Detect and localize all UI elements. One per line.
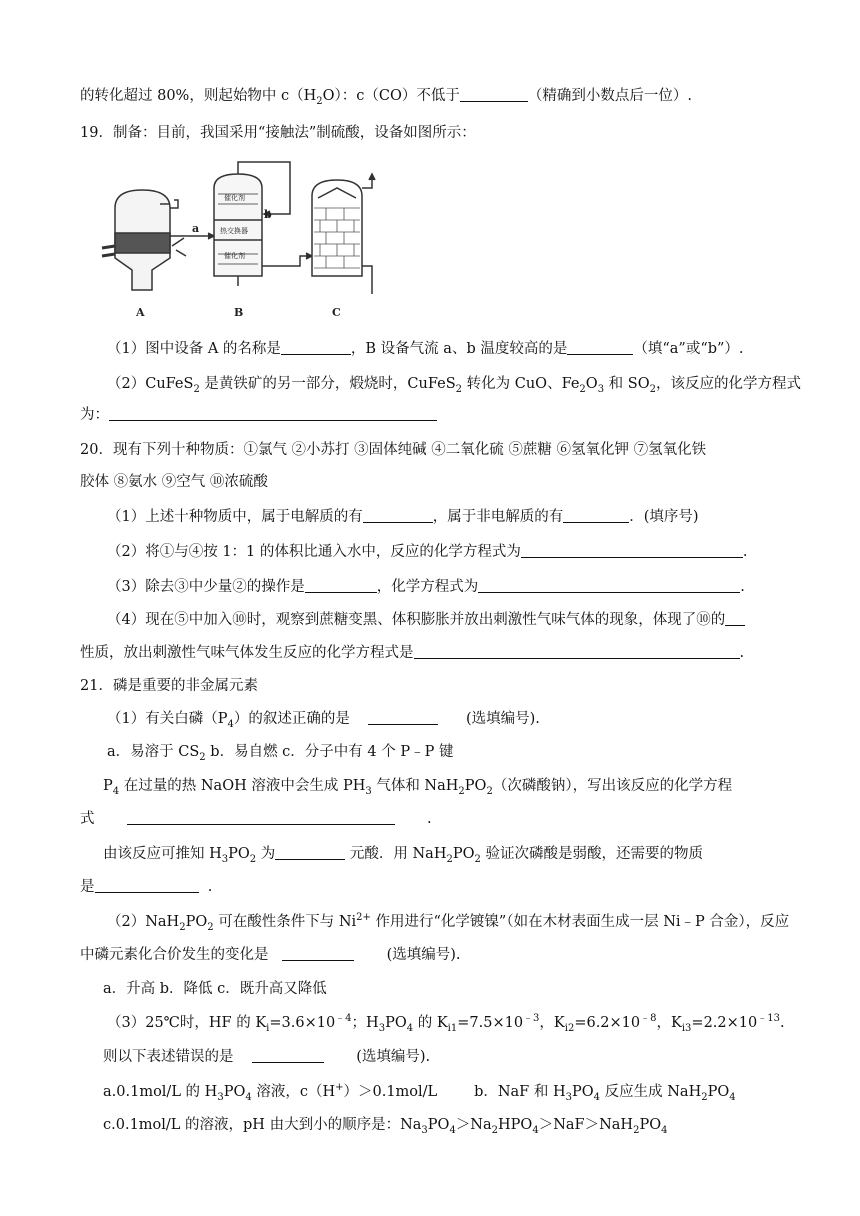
flow-b-label: b [264,208,272,221]
flow-a-label: a [192,222,200,235]
text-line: 为： [80,405,437,425]
answer-blank[interactable] [281,339,351,355]
answer-blank[interactable] [368,709,438,725]
question-19-2: （2）CuFeS$_2$ 是黄铁矿的另一部分，煅烧时，CuFeS$_2$ 转化为 CuO、$Fe_2O_3$ 和 $SO_2$，该反应的化学方程式 [107,376,801,395]
question-20: 20．现有下列十种物质：①氯气 ②小苏打 ③固体纯碱 ④二氧化硫 ⑤蔗糖 ⑥氢氧化钾 ⑦氢氧化铁 [80,442,707,458]
question-21-3: （3）25℃时，HF 的 $K_i=3.6\times 10^{﹣4}$；$H_3PO_4$ 的 $K_{i1}=7.5\times 10^{﹣3}$，$K_{i2}=6.2\times 10^{﹣8}$，$K_{i3}=2.2\times 10^{﹣13}$. [107,1013,785,1034]
text-line: 是 . [80,879,213,895]
answer-blank[interactable] [95,877,199,893]
answer-blank[interactable] [282,945,354,961]
question-21: 21．磷是重要的非金属元素 [80,678,258,694]
text-line: 则以下表述错误的是 (选填编号). [103,1049,431,1065]
question-19-1: （1）图中设备 A 的名称是 ，B 设备气流 a、b 温度较高的是 （填“a”或“b”）. [107,341,744,357]
catalyst-label: 催化剂 [224,194,245,202]
answer-blank[interactable] [725,610,745,626]
answer-blank[interactable] [478,577,740,593]
text-line: 的转化超过 80%，则起始物中 $c(H_2O)$：c（CO）不低于 （精确到小数点后一位）. [80,88,692,107]
question-20-2: （2）将①与④按 1：1 的体积比通入水中，反应的化学方程式为 . [107,544,748,560]
text-line: 由该反应可推知 $H_3PO_2$ 为 元酸．用 $NaH_2PO_2$ 验证次磷酸是弱酸，还需要的物质 [103,846,703,865]
options-line: c.0.1mol/L 的溶液，pH 由大到小的顺序是：$Na_3PO_4>Na_2HPO_4>NaF>NaH_2PO_4$ [103,1117,668,1136]
answer-blank[interactable] [363,507,433,523]
catalyst-label: 催化剂 [224,252,245,260]
question-21-1: （1）有关白磷$(P_4)$的叙述正确的是 (选填编号). [107,711,540,730]
label-c: C [332,306,341,319]
question-19: 19．制备：目前，我国采用“接触法”制硫酸，设备如图所示： [80,125,476,141]
options-line: a．易溶于 $CS_2$ b．易自燃 c．分子中有 4 个 P﹣P 键 [107,744,454,763]
heat-exchanger-label: 热交换器 [220,227,248,235]
label-b: B [234,306,244,319]
answer-blank[interactable] [275,844,345,860]
options-line: a.0.1mol/L 的 $H_3PO_4$ 溶液，c（H+）＞0.1mol/L b．NaF 和 $H_3PO_4$ 反应生成 $NaH_2PO_4$ [103,1082,736,1103]
answer-blank[interactable] [252,1047,324,1063]
answer-blank[interactable] [563,507,629,523]
sulfuric-acid-apparatus-figure [100,158,390,326]
question-20-1: （1）上述十种物质中，属于电解质的有 ，属于非电解质的有 ．(填序号) [107,509,699,525]
text-line: 式 . [80,811,432,827]
text-line: 性质，放出刺激性气味气体发生反应的化学方程式是 . [80,645,745,661]
text-line: 中磷元素化合价发生的变化是 (选填编号). [80,947,461,963]
options-line: a．升高 b．降低 c．既升高又降低 [103,981,327,997]
answer-blank[interactable] [109,405,437,421]
question-20-4: （4）现在⑤中加入⑩时，观察到蔗糖变黑、体积膨胀并放出刺激性气味气体的现象，体现了⑩的 [107,610,745,630]
answer-blank[interactable] [460,86,528,102]
text-line: $P_4$ 在过量的热 NaOH 溶液中会生成 $PH_3$ 气体和 $NaH_2PO_2$（次磷酸钠），写出该反应的化学方程 [103,778,733,797]
label-a: A [136,306,145,319]
answer-blank[interactable] [127,809,395,825]
answer-blank[interactable] [567,339,633,355]
question-21-2: $(2)NaH_2PO_2$ 可在酸性条件下与 $Ni^{2+}$ 作用进行“化学镀镍”（如在木材表面生成一层 Ni﹣P 合金），反应 [107,912,790,933]
answer-blank[interactable] [521,542,743,558]
text-line: 胶体 ⑧氨水 ⑨空气 ⑩浓硫酸 [80,474,268,490]
answer-blank[interactable] [414,643,740,659]
answer-blank[interactable] [305,577,377,593]
question-20-3: （3）除去③中少量②的操作是 ，化学方程式为 . [107,579,745,595]
